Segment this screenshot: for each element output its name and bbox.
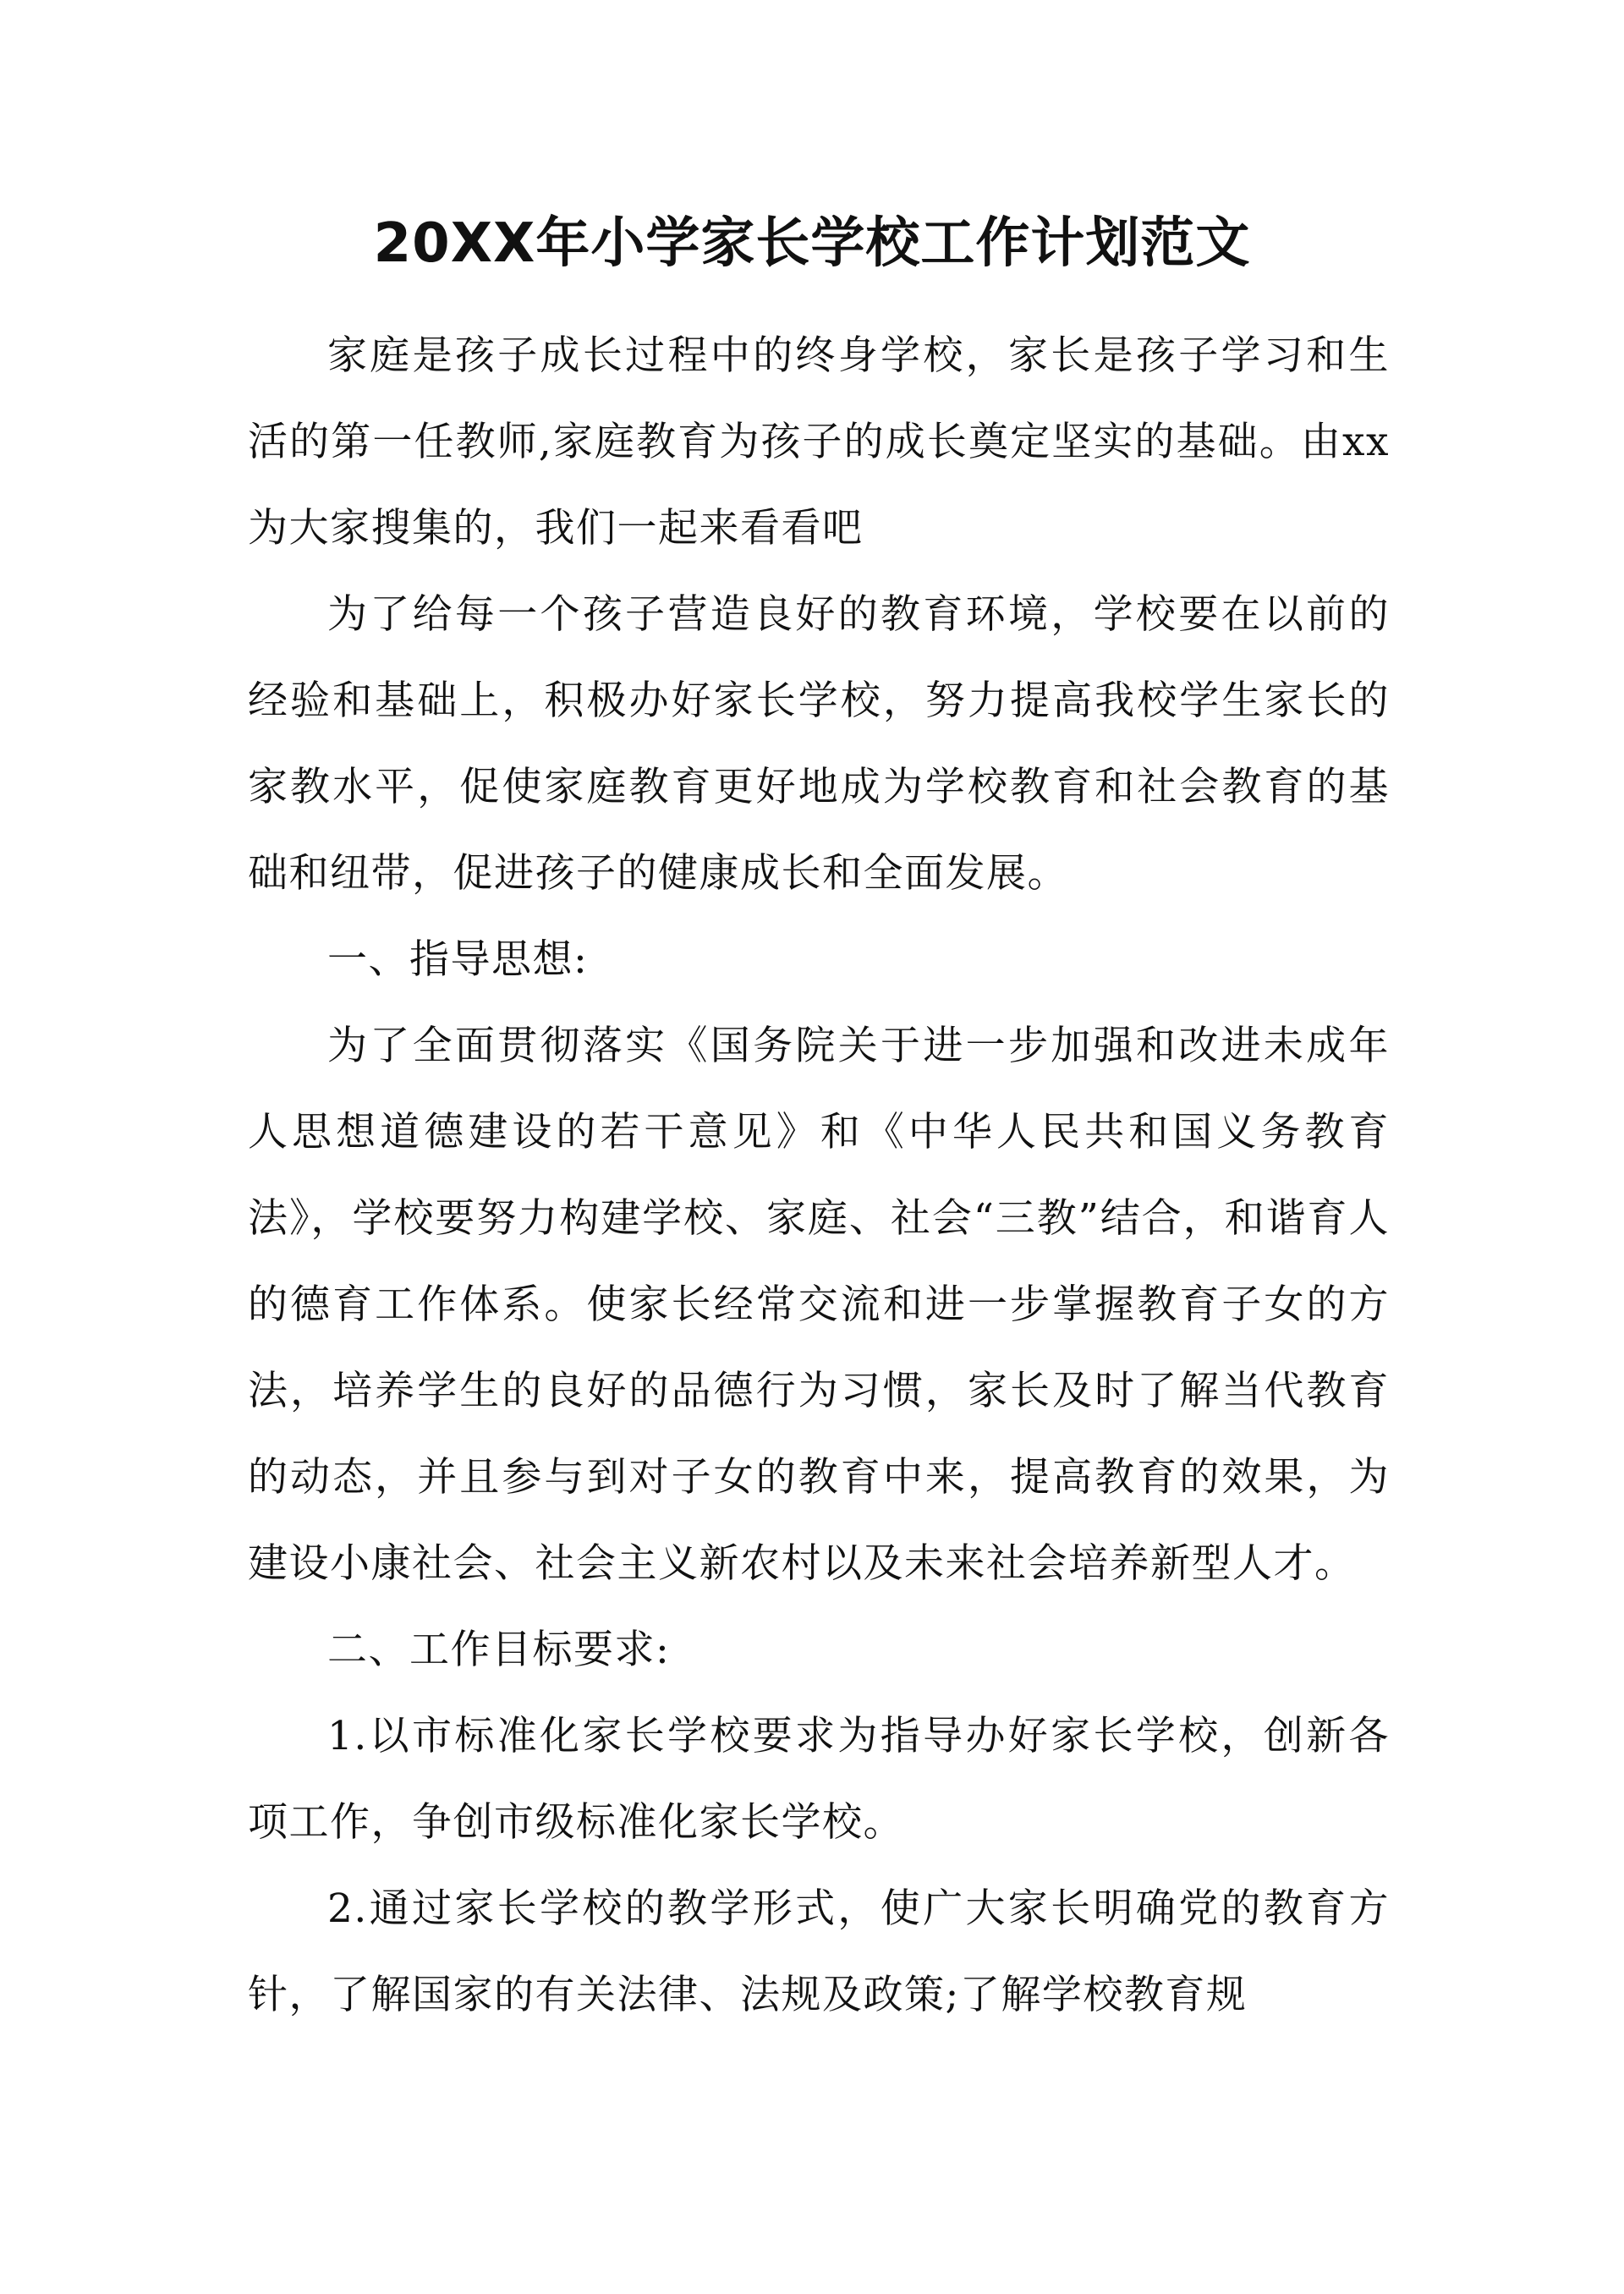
- goal-item-1: 1.以市标准化家长学校要求为指导办好家长学校，创新各项工作，争创市级标准化家长学校。: [248, 1713, 1390, 1846]
- guiding-ideology-paragraph: 为了全面贯彻落实《国务院关于进一步加强和改进未成年人思想道德建设的若干意见》和《中华人民共和国义务教育法》，学校要努力构建学校、家庭、社会“三教”结合，和谐育人的德育工作体系。使家长经常交流和进一步掌握教育子女的方法，培养学生的良好的品德行为习惯，家长及时了解当代教育的动态，并且参与到对子女的教育中来，提高教育的效果，为建设小康社会、社会主义新农村以及未来社会培养新型人才。: [248, 1023, 1390, 1587]
- intro-paragraph: 家庭是孩子成长过程中的终身学校，家长是孩子学习和生活的第一任教师,家庭教育为孩子的成长奠定坚实的基础。由xx为大家搜集的，我们一起来看看吧: [248, 332, 1390, 552]
- document-body: [248, 313, 1390, 2039]
- goal-item-2: 2.通过家长学校的教学形式，使广大家长明确党的教育方针，了解国家的有关法律、法规及政策;了解学校教育规: [248, 1885, 1390, 2018]
- section-heading-work-goals: 二、工作目标要求:: [327, 1627, 671, 1673]
- purpose-paragraph: 为了给每一个孩子营造良好的教育环境，学校要在以前的经验和基础上，积极办好家长学校，努力提高我校学生家长的家教水平，促使家庭教育更好地成为学校教育和社会教育的基础和纽带，促进孩子的健康成长和全面发展。: [248, 591, 1390, 897]
- document-title: 20XX年小学家长学校工作计划范文: [373, 212, 1251, 275]
- section-heading-guiding-ideology: 一、指导思想:: [327, 936, 589, 983]
